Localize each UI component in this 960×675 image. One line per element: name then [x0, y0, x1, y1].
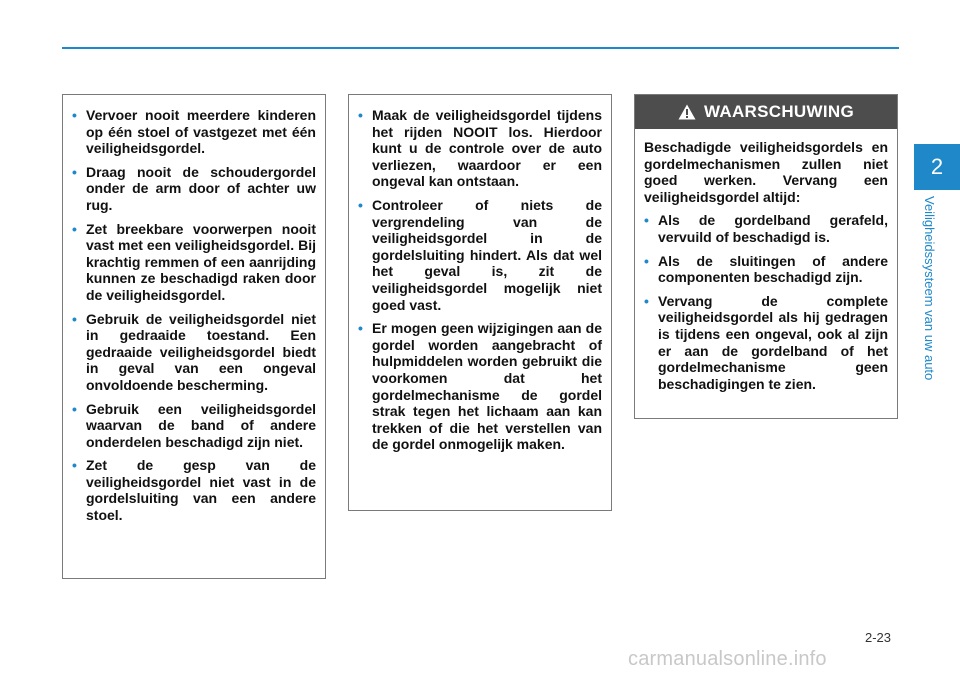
- caution-list-box-1: [62, 94, 326, 579]
- warning-triangle-icon: [678, 104, 696, 120]
- bullet-icon: •: [644, 212, 649, 229]
- bullet-icon: •: [72, 163, 77, 180]
- chapter-tab: 2: [914, 144, 960, 190]
- bullet-icon: •: [72, 220, 77, 237]
- page-number: 2-23: [865, 630, 892, 645]
- list-item: • Als de gordelband gerafeld, vervuild of beschadigd is.: [644, 212, 888, 245]
- bullet-icon: •: [72, 107, 77, 123]
- list-item: • Zet de gesp van de veiligheidsgordel niet vast in de gordelsluiting van een andere stoel.: [72, 457, 316, 524]
- top-rule: [62, 47, 899, 49]
- bullet-icon: •: [358, 196, 363, 213]
- list-item: • Controleer of niets de vergrendeling van de veiligheidsgordel in de gordelsluiting hindert. Als dat wel het geval is, zit de veiligheidsgordel mogelijk niet goed vast.: [358, 196, 602, 313]
- bullet-icon: •: [358, 320, 363, 337]
- warning-bullet-list: [644, 212, 888, 392]
- warning-intro: Beschadigde veiligheidsgordels en gordelmechanismen zullen niet goed werken. Vervang een veiligheidsgordel altijd:: [644, 139, 888, 205]
- list-item: • Vervoer nooit meerdere kinderen op één stoel of vastgezet met één veiligheidsgordel.: [72, 107, 316, 157]
- warning-box: [634, 94, 898, 419]
- list-item: • Er mogen geen wijzigingen aan de gordel worden aangebracht of hulpmiddelen worden gebruikt die voorkomen dat het gordelmechanisme de gordel strak tegen het lichaam aan kan trekken of die het verstellen van de gordel onmogelijk maken.: [358, 320, 602, 453]
- list-item: • Gebruik de veiligheidsgordel niet in gedraaide toestand. Een gedraaide veiligheidsgordel biedt in geval van een ongeval onvoldoende bescherming.: [72, 310, 316, 393]
- list-item: • Zet breekbare voorwerpen nooit vast met een veiligheidsgordel. Bij krachtig remmen of een aanrijding kunnen ze beschadigd raken door de veiligheidsgordel.: [72, 220, 316, 303]
- list-item: • Maak de veiligheidsgordel tijdens het rijden NOOIT los. Hierdoor kunt u de controle over de auto verliezen, waardoor er een ongeval kan ontstaan.: [358, 107, 602, 190]
- bullet-icon: •: [358, 107, 363, 123]
- list-item: • Als de sluitingen of andere componenten beschadigd zijn.: [644, 252, 888, 286]
- chapter-title: Veiligheidssysteem van uw auto: [922, 196, 937, 381]
- watermark: carmanualsonline.info: [628, 648, 827, 670]
- list-item: • Gebruik een veiligheidsgordel waarvan de band of andere onderdelen beschadigd zijn niet.: [72, 400, 316, 450]
- list-item: • Vervang de complete veiligheidsgordel als hij gedragen is tijdens een ongeval, ook al zijn er aan de gordelband of het gordelmechanisme geen beschadigingen te zien.: [644, 292, 888, 392]
- warning-title: WAARSCHUWING: [704, 102, 854, 121]
- warning-body: [635, 129, 897, 407]
- bullet-list-2: [358, 107, 602, 453]
- bullet-icon: •: [72, 310, 77, 327]
- bullet-list-1: [72, 107, 316, 524]
- list-item: • Draag nooit de schoudergordel onder de arm door of achter uw rug.: [72, 163, 316, 213]
- bullet-icon: •: [644, 252, 649, 269]
- bullet-icon: •: [644, 292, 649, 309]
- warning-header: [635, 95, 897, 129]
- bullet-icon: •: [72, 457, 77, 474]
- bullet-icon: •: [72, 400, 77, 417]
- caution-list-box-2: [348, 94, 612, 511]
